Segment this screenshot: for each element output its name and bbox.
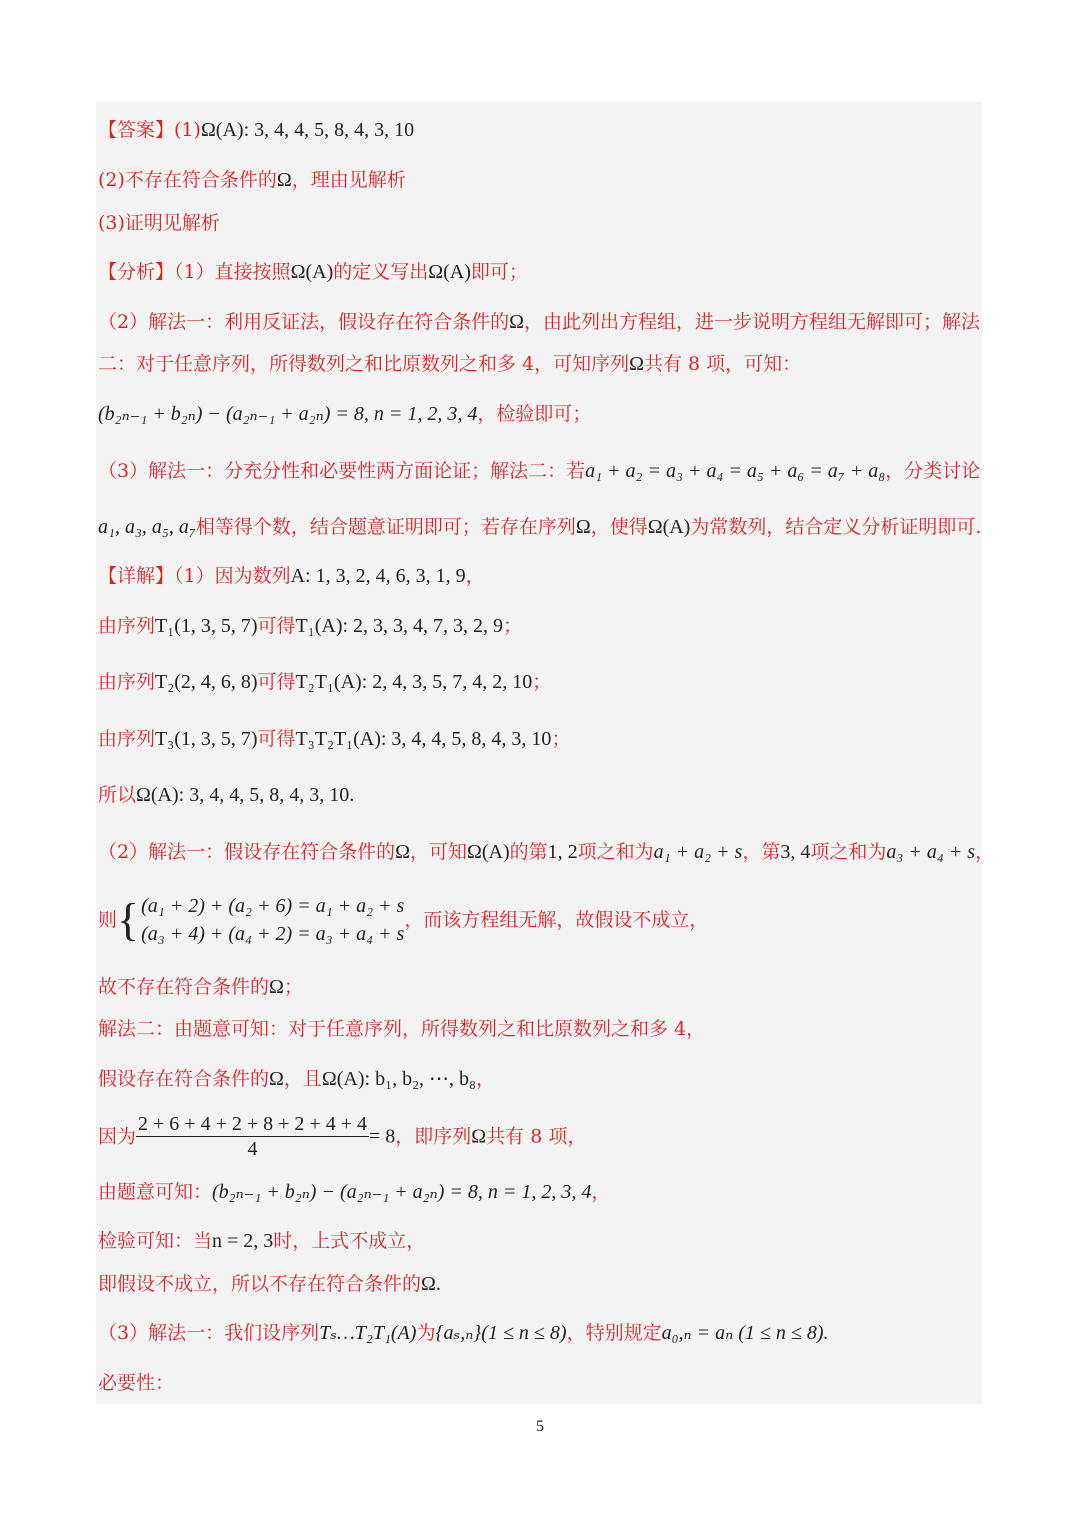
text: ，且 — [283, 1068, 322, 1090]
text: （2）解法一：假设存在符合条件的 — [98, 841, 396, 863]
text: （2）解法一：利用反证法，假设存在符合条件的 — [98, 311, 510, 333]
text: （1）直接按照 — [174, 261, 291, 283]
math: T₃T₂T₁(A): 3, 4, 4, 5, 8, 4, 3, 10 — [295, 728, 552, 750]
equation-1: (a₁ + 2) + (a₂ + 6) = a₁ + a₂ + s — [141, 895, 405, 917]
math: T₂T₁(A): 2, 4, 3, 5, 7, 4, 2, 10 — [295, 671, 533, 693]
text: 可得 — [257, 671, 296, 693]
omega-symbol: Ω — [269, 1068, 284, 1090]
text: 即可； — [470, 261, 528, 283]
math: Tₛ…T₂T₁(A) — [319, 1322, 417, 1344]
omega-symbol: Ω — [395, 841, 410, 863]
text: 为 — [416, 1322, 436, 1344]
analysis-line-2 — [98, 310, 980, 334]
math: a₀,ₙ = aₙ (1 ≤ n ≤ 8). — [661, 1322, 829, 1344]
detail-line-3 — [98, 670, 551, 694]
text: ，第 — [742, 841, 781, 863]
math: (b₂ₙ₋₁ + b₂ₙ) − (a₂ₙ₋₁ + a₂ₙ) = 8, n = 1, 2, 3, 4 — [98, 403, 478, 425]
text: 的第 — [509, 841, 548, 863]
equation-2: (a₃ + 4) + (a₄ + 2) = a₃ + a₄ + s — [141, 923, 405, 945]
analysis-line-1 — [98, 260, 528, 284]
page-number: 5 — [536, 1418, 544, 1435]
text: ，分类讨论 — [885, 460, 981, 482]
analysis-tag: 【分析】 — [98, 261, 175, 283]
omega-symbol: Ω — [276, 169, 292, 191]
text: ； — [283, 976, 303, 998]
text: ，理由见解析 — [291, 169, 406, 191]
detail-line-16: 必要性： — [98, 1372, 175, 1394]
text: 检验可知：当 — [98, 1230, 213, 1252]
text: 所以 — [98, 784, 137, 806]
math: A: 1, 3, 2, 4, 6, 3, 1, 9 — [290, 565, 466, 587]
math: Ω(A) — [647, 516, 691, 538]
answer-label: (1) — [174, 119, 201, 141]
text: （3）解法一：分充分性和必要性两方面论证；解法二：若 — [98, 460, 586, 482]
math: {aₛ,ₙ}(1 ≤ n ≤ 8) — [435, 1322, 567, 1344]
omega-symbol: Ω — [509, 311, 524, 333]
text: ， — [476, 1068, 496, 1090]
text: ，而该方程组无解，故假设不成立， — [404, 909, 709, 931]
detail-line-1 — [98, 564, 485, 588]
answer-math: Ω(A): 3, 4, 4, 5, 8, 4, 3, 10 — [200, 119, 415, 141]
math: Ω(A) — [290, 261, 334, 283]
text: ， — [975, 841, 995, 863]
math: 1, 2 — [547, 841, 578, 863]
text: 相等得个数，结合题意证明即可；若存在序列 — [195, 516, 576, 538]
math: T₁(A): 2, 3, 3, 4, 7, 3, 2, 9 — [295, 615, 504, 637]
text: (2)不存在符合条件的 — [98, 169, 277, 191]
text: ，即序列 — [395, 1125, 472, 1148]
text: 由序列 — [98, 728, 156, 750]
text: 共有 8 项， — [486, 1125, 587, 1148]
omega-symbol: Ω — [269, 976, 284, 998]
answer-line-1 — [98, 118, 414, 142]
detail-line-5 — [98, 783, 354, 807]
detail-line-2 — [98, 614, 522, 638]
text: 可得 — [257, 615, 296, 637]
math: a₃ + a₄ + s — [886, 841, 976, 863]
analysis-line-6 — [98, 515, 981, 539]
math: a₁ + a₂ = a₃ + a₄ = a₅ + a₆ = a₇ + a₈ — [585, 460, 886, 482]
detail-line-8 — [98, 975, 303, 999]
math: = 8 — [368, 1125, 396, 1148]
text: 共有 8 项，可知： — [644, 353, 802, 375]
math: Ω(A) — [466, 841, 510, 863]
detail-line-13 — [98, 1229, 425, 1253]
detail-line-15 — [98, 1321, 829, 1345]
math: a₁, a₃, a₅, a₇ — [98, 516, 196, 538]
detail-line-4 — [98, 727, 570, 751]
math: T₃(1, 3, 5, 7) — [155, 728, 258, 750]
left-brace: { — [117, 894, 140, 945]
analysis-line-5 — [98, 459, 980, 483]
omega-symbol: Ω — [575, 516, 591, 538]
detail-line-9: 解法二：由题意可知：对于任意序列，所得数列之和比原数列之和多 4， — [98, 1018, 706, 1040]
text: ，特别规定 — [566, 1322, 662, 1344]
omega-symbol: Ω. — [421, 1273, 441, 1295]
math: T₁(1, 3, 5, 7) — [155, 615, 258, 637]
omega-symbol: Ω — [629, 353, 645, 375]
text: 二：对于任意序列，所得数列之和比原数列之和多 4，可知序列 — [98, 353, 630, 375]
text: 项之和为 — [577, 841, 654, 863]
text: ，由此列出方程组，进一步说明方程组无解即可；解法 — [523, 311, 980, 333]
detail-line-14 — [98, 1272, 441, 1296]
detail-line-10 — [98, 1067, 495, 1091]
math: (b₂ₙ₋₁ + b₂ₙ) − (a₂ₙ₋₁ + a₂ₙ) = 8, n = 1, 2, 3, 4 — [212, 1181, 592, 1203]
text: ，可知 — [409, 841, 467, 863]
omega-symbol: Ω — [471, 1125, 487, 1148]
answer-line-3: (3)证明见解析 — [98, 212, 220, 234]
math: Ω(A): b₁, b₂, ⋯, b₈ — [321, 1068, 477, 1090]
text: 的定义写出 — [333, 261, 429, 283]
analysis-line-3 — [98, 352, 801, 376]
detail-line-6 — [98, 840, 994, 864]
text: ， — [465, 565, 485, 587]
text: 由序列 — [98, 615, 156, 637]
detail-tag: 【详解】 — [98, 565, 175, 587]
text: 即假设不成立，所以不存在符合条件的 — [98, 1273, 422, 1295]
answer-line-2 — [98, 168, 406, 192]
math: 3, 4 — [780, 841, 811, 863]
text: 因为 — [98, 1125, 137, 1148]
text: 项之和为 — [810, 841, 887, 863]
fraction-numerator: 2 + 6 + 4 + 2 + 8 + 2 + 4 + 4 — [138, 1113, 367, 1135]
analysis-line-4 — [98, 402, 591, 426]
math: Ω(A) — [428, 261, 471, 283]
text: 可得 — [257, 728, 296, 750]
equation-system — [141, 892, 404, 948]
text: ； — [532, 671, 552, 693]
solution-panel — [96, 102, 982, 1404]
text: 则 — [98, 909, 118, 931]
detail-line-11 — [98, 1112, 586, 1161]
text: ； — [551, 728, 571, 750]
fraction-denominator: 4 — [247, 1138, 258, 1160]
text: （1）因为数列 — [174, 565, 291, 587]
fraction — [136, 1112, 369, 1161]
text: 由题意可知： — [98, 1181, 213, 1203]
text: 假设存在符合条件的 — [98, 1068, 270, 1090]
text: ，使得 — [590, 516, 648, 538]
math: n = 2, 3 — [212, 1230, 274, 1252]
text: ， — [591, 1181, 611, 1203]
math: T₂(2, 4, 6, 8) — [155, 671, 258, 693]
text: ，检验即可； — [477, 403, 592, 425]
math: Ω(A): 3, 4, 4, 5, 8, 4, 3, 10. — [136, 784, 355, 806]
equation-system-line — [98, 892, 708, 948]
text: 为常数列，结合定义分析证明即可. — [690, 516, 982, 538]
text: ； — [503, 615, 523, 637]
text: 故不存在符合条件的 — [98, 976, 270, 998]
text: （3）解法一：我们设序列 — [98, 1322, 320, 1344]
math: a₁ + a₂ + s — [653, 841, 743, 863]
text: 由序列 — [98, 671, 156, 693]
text: 时，上式不成立， — [273, 1230, 426, 1252]
detail-line-12 — [98, 1180, 610, 1204]
answer-tag: 【答案】 — [98, 119, 175, 141]
